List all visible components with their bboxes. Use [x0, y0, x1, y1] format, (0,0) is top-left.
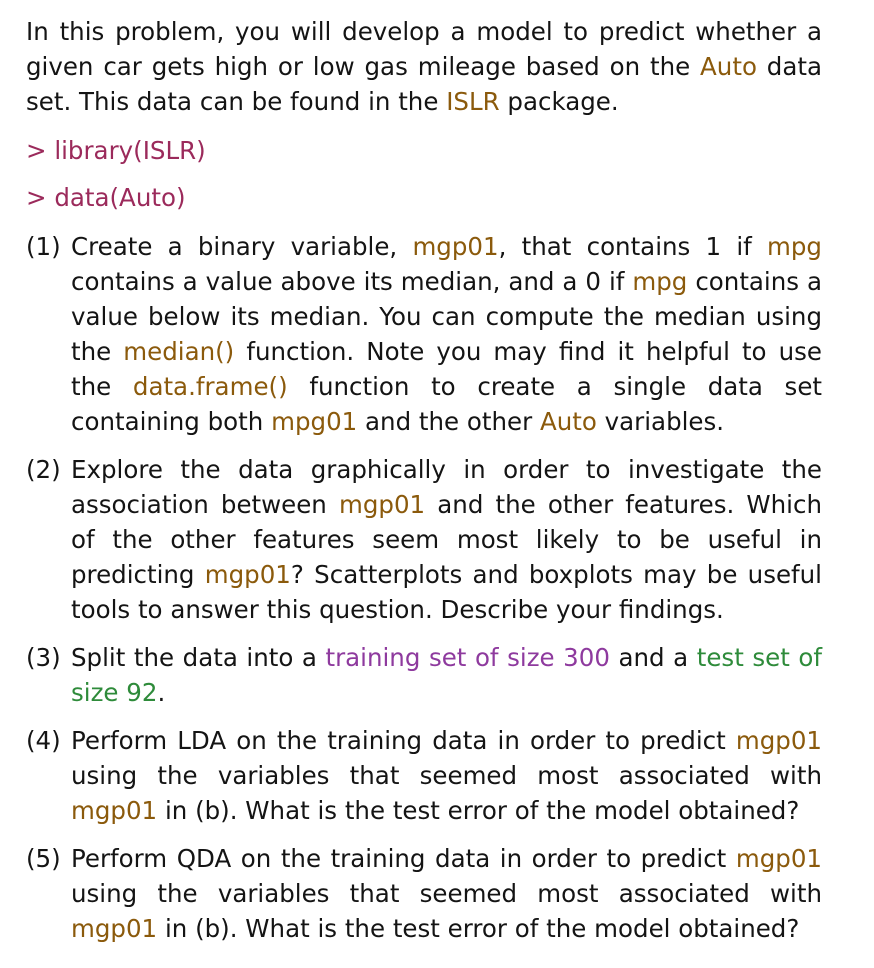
training-set-ref: training set of size 300	[325, 643, 610, 672]
question-5: (5) Perform QDA on the training data in order to predict mgp01 using the variables that seemed most associated with mgp01 in (b). What is the test error of the model obtained?	[26, 841, 822, 946]
function-ref: median()	[123, 337, 235, 366]
var-ref: mgp01	[71, 796, 158, 825]
code-data-line: > data(Auto)	[26, 183, 186, 212]
dataset-ref: Auto	[539, 407, 597, 436]
intro-text-1: In this problem, you will develop a model to predict whether a given car gets high or low gas mileage based on the	[26, 17, 822, 81]
var-ref: mpg01	[271, 407, 358, 436]
var-ref: mgp01	[71, 914, 158, 943]
code-library-line: > library(ISLR)	[26, 136, 206, 165]
question-2: (2) Explore the data graphically in order to investigate the association between mgp01 and the other features. Which of the other features seem most likely to be useful in predicting mgp01? Scatterplots and boxplots may be useful tools to answer this question. Describe your findings.	[26, 452, 822, 627]
test-set-ref: test set of size 92	[71, 643, 822, 707]
question-number: (5)	[26, 844, 61, 873]
intro-paragraph	[26, 14, 822, 119]
intro-text-2: data set. This data can be found in the	[26, 52, 822, 116]
islr-package-ref: ISLR	[446, 87, 500, 116]
question-3: (3) Split the data into a training set of size 300 and a test set of size 92.	[26, 640, 822, 710]
problem-document	[26, 14, 822, 946]
question-number: (3)	[26, 643, 61, 672]
question-number: (4)	[26, 726, 61, 755]
var-ref: mgp01	[204, 560, 291, 589]
intro-text-3: package.	[499, 87, 619, 116]
question-number: (1)	[26, 232, 61, 261]
var-ref: mgp01	[735, 844, 822, 873]
question-1: (1) Create a binary variable, mgp01, that contains 1 if mpg contains a value above its median, and a 0 if mpg contains a value below its median. You can compute the median using the median() function. Note you may find it helpful to use the data.frame() function to create a single data set containing both mpg01 and the other Auto variables.	[26, 229, 822, 439]
question-number: (2)	[26, 455, 61, 484]
var-ref: mgp01	[412, 232, 499, 261]
var-ref: mpg	[632, 267, 688, 296]
question-4: (4) Perform LDA on the training data in order to predict mgp01 using the variables that seemed most associated with mgp01 in (b). What is the test error of the model obtained?	[26, 723, 822, 828]
var-ref: mpg	[767, 232, 822, 261]
var-ref: mgp01	[735, 726, 822, 755]
auto-dataset-ref: Auto	[700, 52, 757, 81]
function-ref: data.frame()	[132, 372, 288, 401]
var-ref: mgp01	[338, 490, 426, 519]
